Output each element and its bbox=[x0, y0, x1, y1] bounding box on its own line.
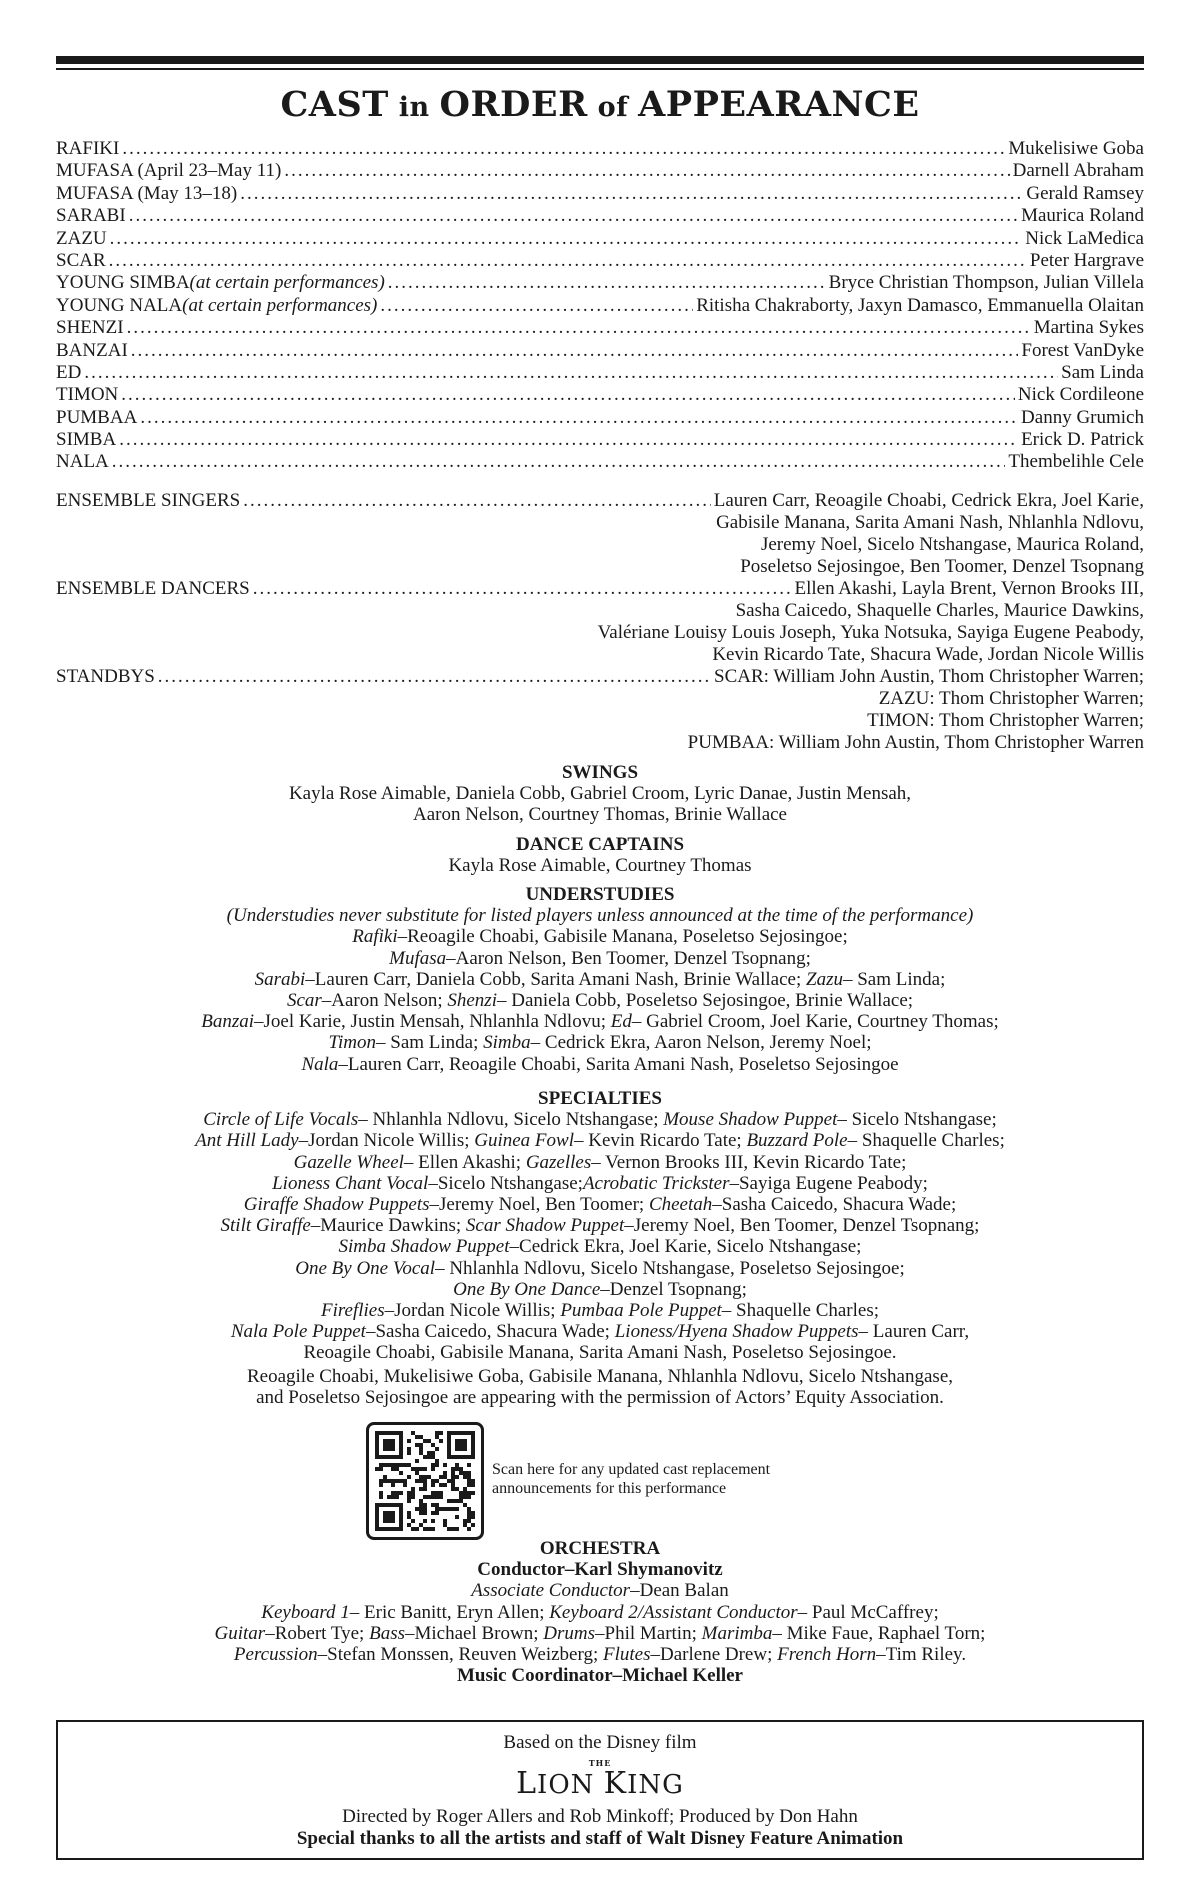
ensemble-dancers-label: ENSEMBLE DANCERS bbox=[56, 578, 250, 599]
leader-dots bbox=[243, 490, 711, 512]
orchestra-lines bbox=[56, 1602, 1144, 1666]
actor-name: Nick LaMedica bbox=[1025, 227, 1144, 249]
leader-dots bbox=[119, 429, 1018, 451]
ensemble-singers-line: Poseletso Sejosingoe, Ben Toomer, Denzel Tsopnang bbox=[740, 556, 1144, 577]
swings-heading: SWINGS bbox=[561, 762, 639, 783]
understudy-line: Rafiki–Reoagile Choabi, Gabisile Manana, Poseletso Sejosingoe; bbox=[352, 926, 848, 948]
leader-dots bbox=[122, 138, 1005, 160]
leader-dots bbox=[84, 362, 1058, 384]
understudy-line: Scar–Aaron Nelson; Shenzi– Daniela Cobb, Poseletso Sejosingoe, Brinie Wallace; bbox=[286, 990, 914, 1012]
leader-dots bbox=[121, 384, 1015, 406]
actor-name: Sam Linda bbox=[1061, 361, 1144, 383]
leader-dots bbox=[110, 228, 1023, 250]
cast-row bbox=[56, 384, 1144, 406]
dance-captains-section bbox=[56, 834, 1144, 876]
specialty-line: Stilt Giraffe–Maurice Dawkins; Scar Shadow Puppet–Jeremy Noel, Ben Toomer, Denzel Tsopnang; bbox=[220, 1215, 980, 1237]
understudy-line: Mufasa–Aaron Nelson, Ben Toomer, Denzel Tsopnang; bbox=[389, 947, 811, 969]
equity-line: Reoagile Choabi, Mukelisiwe Goba, Gabisile Manana, Nhlanhla Ndlovu, Sicelo Ntshangase, bbox=[246, 1366, 953, 1387]
specialty-line: One By One Dance–Denzel Tsopnang; bbox=[453, 1278, 747, 1300]
ensemble-dancers-line: Valériane Louisy Louis Joseph, Yuka Notsuka, Sayiga Eugene Peabody, bbox=[597, 622, 1144, 643]
cast-row bbox=[56, 451, 1144, 473]
understudies-lines bbox=[56, 926, 1144, 1074]
page-title: CAST in ORDER of APPEARANCE bbox=[280, 84, 920, 125]
cast-row bbox=[56, 407, 1144, 429]
specialty-line: Circle of Life Vocals– Nhlanhla Ndlovu, Sicelo Ntshangase; Mouse Shadow Puppet– Sicelo Ntshangase; bbox=[203, 1109, 997, 1131]
music-coordinator-line: Music Coordinator–Michael Keller bbox=[457, 1665, 743, 1687]
cast-row bbox=[56, 272, 1144, 294]
understudies-note: (Understudies never substitute for listed players unless announced at the time of the performance) bbox=[226, 905, 974, 927]
qr-caption-line: Scan here for any updated cast replacement bbox=[492, 1461, 771, 1478]
swings-line: Aaron Nelson, Courtney Thomas, Brinie Wallace bbox=[413, 804, 787, 826]
cast-row bbox=[56, 317, 1144, 339]
standbys-label: STANDBYS bbox=[56, 666, 155, 687]
actor-name: Bryce Christian Thompson, Julian Villela bbox=[828, 272, 1144, 294]
leader-dots bbox=[127, 317, 1031, 339]
cast-row bbox=[56, 362, 1144, 384]
understudies-heading: UNDERSTUDIES bbox=[525, 884, 675, 905]
role-name: NALA bbox=[56, 451, 109, 473]
dance-captains-line: Kayla Rose Aimable, Courtney Thomas bbox=[448, 855, 752, 877]
role-name: MUFASA (April 23–May 11) bbox=[56, 160, 282, 182]
standbys-line: SCAR: William John Austin, Thom Christopher Warren; bbox=[714, 666, 1144, 687]
leader-dots bbox=[109, 250, 1027, 272]
actor-name: Thembelihle Cele bbox=[1008, 451, 1144, 473]
qr-code-icon[interactable] bbox=[366, 1422, 484, 1540]
leader-dots bbox=[253, 578, 792, 600]
ensemble-singers-line: Jeremy Noel, Sicelo Ntshangase, Maurica Roland, bbox=[760, 534, 1144, 555]
leader-dots bbox=[240, 183, 1023, 205]
specialty-line: Ant Hill Lady–Jordan Nicole Willis; Guinea Fowl– Kevin Ricardo Tate; Buzzard Pole– Shaquelle Charles; bbox=[195, 1130, 1005, 1152]
specialties-section bbox=[56, 1088, 1144, 1364]
role-name: YOUNG SIMBA bbox=[56, 272, 190, 294]
role-name: SARABI bbox=[56, 205, 126, 227]
actor-name: Peter Hargrave bbox=[1029, 249, 1144, 271]
specialty-line: One By One Vocal– Nhlanhla Ndlovu, Sicelo Ntshangase, Poseletso Sejosingoe; bbox=[295, 1257, 905, 1279]
specialty-line: Giraffe Shadow Puppets–Jeremy Noel, Ben Toomer; Cheetah–Sasha Caicedo, Shacura Wade; bbox=[243, 1194, 957, 1216]
actor-name: Mukelisiwe Goba bbox=[1008, 138, 1144, 159]
actor-name: Maurica Roland bbox=[1021, 205, 1144, 227]
leader-dots bbox=[158, 666, 711, 688]
equity-line: and Poseletso Sejosingoe are appearing with the permission of Actors’ Equity Association. bbox=[256, 1387, 944, 1409]
ensemble-dancers bbox=[56, 578, 1144, 666]
standbys-line: ZAZU: Thom Christopher Warren; bbox=[878, 688, 1144, 709]
role-name: RAFIKI bbox=[56, 138, 120, 159]
logo-the: THE bbox=[588, 1758, 612, 1768]
role-name: ED bbox=[56, 361, 82, 383]
ensemble-dancers-line: Ellen Akashi, Layla Brent, Vernon Brooks III, bbox=[794, 578, 1144, 599]
orchestra-section bbox=[56, 1538, 1144, 1686]
orchestra-line: Guitar–Robert Tye; Bass–Michael Brown; Drums–Phil Martin; Marimba– Mike Faue, Raphael Torn; bbox=[214, 1622, 986, 1644]
orchestra-heading: ORCHESTRA bbox=[539, 1538, 661, 1559]
actor-name: Ritisha Chakraborty, Jaxyn Damasco, Emmanuella Olaitan bbox=[696, 294, 1144, 316]
special-thanks-line: Special thanks to all the artists and staff of Walt Disney Feature Animation bbox=[296, 1828, 904, 1849]
credits-box bbox=[56, 1720, 1144, 1860]
lion-king-logo: LION KING bbox=[516, 1766, 684, 1801]
understudy-line: Sarabi–Lauren Carr, Daniela Cobb, Sarita Amani Nash, Brinie Wallace; Zazu– Sam Linda; bbox=[254, 968, 946, 990]
cast-row bbox=[56, 205, 1144, 227]
leader-dots bbox=[129, 205, 1018, 227]
standbys-line: TIMON: Thom Christopher Warren; bbox=[867, 710, 1144, 731]
ensemble-singers-line: Lauren Carr, Reoagile Choabi, Cedrick Ekra, Joel Karie, bbox=[713, 490, 1144, 511]
actor-name: Erick D. Patrick bbox=[1021, 429, 1144, 451]
role-name: TIMON bbox=[56, 384, 119, 406]
leader-dots bbox=[140, 407, 1018, 429]
actor-name: Darnell Abraham bbox=[1012, 160, 1144, 182]
understudy-line: Banzai–Joel Karie, Justin Mensah, Nhlanhla Ndlovu; Ed– Gabriel Croom, Joel Karie, Courtney Thomas; bbox=[201, 1011, 999, 1033]
understudy-line: Nala–Lauren Carr, Reoagile Choabi, Sarita Amani Nash, Poseletso Sejosingoe bbox=[301, 1053, 899, 1075]
role-name: MUFASA (May 13–18) bbox=[56, 182, 238, 204]
cast-list bbox=[56, 138, 1144, 474]
top-rule-thick bbox=[56, 56, 1144, 64]
specialty-line: Simba Shadow Puppet–Cedrick Ekra, Joel Karie, Sicelo Ntshangase; bbox=[338, 1236, 862, 1258]
specialties-heading: SPECIALTIES bbox=[538, 1088, 662, 1109]
orchestra-line: Keyboard 1– Eric Banitt, Eryn Allen; Keyboard 2/Assistant Conductor– Paul McCaffrey; bbox=[261, 1601, 939, 1623]
ensemble-singers-line: Gabisile Manana, Sarita Amani Nash, Nhlanhla Ndlovu, bbox=[716, 512, 1144, 533]
standbys bbox=[56, 666, 1144, 754]
orchestra-line: Percussion–Stefan Monssen, Reuven Weizberg; Flutes–Darlene Drew; French Horn–Tim Riley. bbox=[233, 1644, 967, 1666]
role-name: SCAR bbox=[56, 249, 106, 271]
cast-row bbox=[56, 228, 1144, 250]
understudy-line: Timon– Sam Linda; Simba– Cedrick Ekra, Aaron Nelson, Jeremy Noel; bbox=[328, 1032, 872, 1054]
associate-conductor-line: Associate Conductor–Dean Balan bbox=[471, 1580, 729, 1602]
role-name: SHENZI bbox=[56, 317, 124, 339]
actor-name: Danny Grumich bbox=[1021, 406, 1144, 428]
leader-dots bbox=[112, 451, 1006, 473]
role-name: YOUNG NALA bbox=[56, 294, 183, 316]
understudies-section bbox=[56, 884, 1144, 1075]
leader-dots bbox=[131, 340, 1019, 362]
qr-code-graphic bbox=[375, 1431, 475, 1531]
role-note: (at certain performances) bbox=[182, 294, 378, 316]
actor-name: Nick Cordileone bbox=[1017, 384, 1144, 406]
specialty-line: Fireflies–Jordan Nicole Willis; Pumbaa Pole Puppet– Shaquelle Charles; bbox=[320, 1300, 880, 1322]
top-rule-thin bbox=[56, 68, 1144, 70]
qr-caption-line: announcements for this performance bbox=[492, 1480, 727, 1497]
conductor-line: Conductor–Karl Shymanovitz bbox=[477, 1559, 723, 1581]
specialties-lines bbox=[56, 1109, 1144, 1363]
cast-row bbox=[56, 250, 1144, 272]
dance-captains-heading: DANCE CAPTAINS bbox=[515, 834, 685, 855]
directed-by-line: Directed by Roger Allers and Rob Minkoff; Produced by Don Hahn bbox=[342, 1806, 858, 1827]
cast-row bbox=[56, 138, 1144, 160]
swings-section bbox=[56, 762, 1144, 826]
role-note: (at certain performances) bbox=[189, 272, 385, 294]
specialty-line: Gazelle Wheel– Ellen Akashi; Gazelles– Vernon Brooks III, Kevin Ricardo Tate; bbox=[293, 1151, 907, 1173]
standbys-line: PUMBAA: William John Austin, Thom Christopher Warren bbox=[687, 732, 1144, 753]
leader-dots bbox=[380, 295, 693, 317]
role-name: BANZAI bbox=[56, 339, 128, 361]
based-on-line: Based on the Disney film bbox=[503, 1732, 697, 1753]
actor-name: Martina Sykes bbox=[1033, 317, 1144, 339]
leader-dots bbox=[388, 272, 826, 294]
specialty-line: Nala Pole Puppet–Sasha Caicedo, Shacura Wade; Lioness/Hyena Shadow Puppets– Lauren Carr, bbox=[230, 1321, 970, 1343]
ensemble-dancers-line: Sasha Caicedo, Shaquelle Charles, Maurice Dawkins, bbox=[735, 600, 1144, 621]
actor-name: Forest VanDyke bbox=[1021, 339, 1144, 361]
qr-caption bbox=[492, 1460, 770, 1498]
specialty-line: Reoagile Choabi, Gabisile Manana, Sarita Amani Nash, Poseletso Sejosingoe. bbox=[303, 1342, 897, 1364]
cast-row bbox=[56, 183, 1144, 205]
ensemble-dancers-line: Kevin Ricardo Tate, Shacura Wade, Jordan Nicole Willis bbox=[712, 644, 1144, 665]
role-name: ZAZU bbox=[56, 227, 107, 249]
swings-line: Kayla Rose Aimable, Daniela Cobb, Gabriel Croom, Lyric Danae, Justin Mensah, bbox=[288, 783, 912, 805]
role-name: PUMBAA bbox=[56, 406, 138, 428]
equity-notice bbox=[56, 1366, 1144, 1408]
actor-name: Gerald Ramsey bbox=[1026, 182, 1144, 204]
cast-row bbox=[56, 429, 1144, 451]
leader-dots bbox=[284, 160, 1009, 182]
cast-row bbox=[56, 295, 1144, 317]
ensemble-singers bbox=[56, 490, 1144, 578]
ensemble-singers-label: ENSEMBLE SINGERS bbox=[56, 490, 241, 511]
role-name: SIMBA bbox=[56, 429, 117, 451]
cast-row bbox=[56, 340, 1144, 362]
cast-row bbox=[56, 160, 1144, 182]
specialty-line: Lioness Chant Vocal–Sicelo Ntshangase;Acrobatic Trickster–Sayiga Eugene Peabody; bbox=[272, 1172, 928, 1194]
